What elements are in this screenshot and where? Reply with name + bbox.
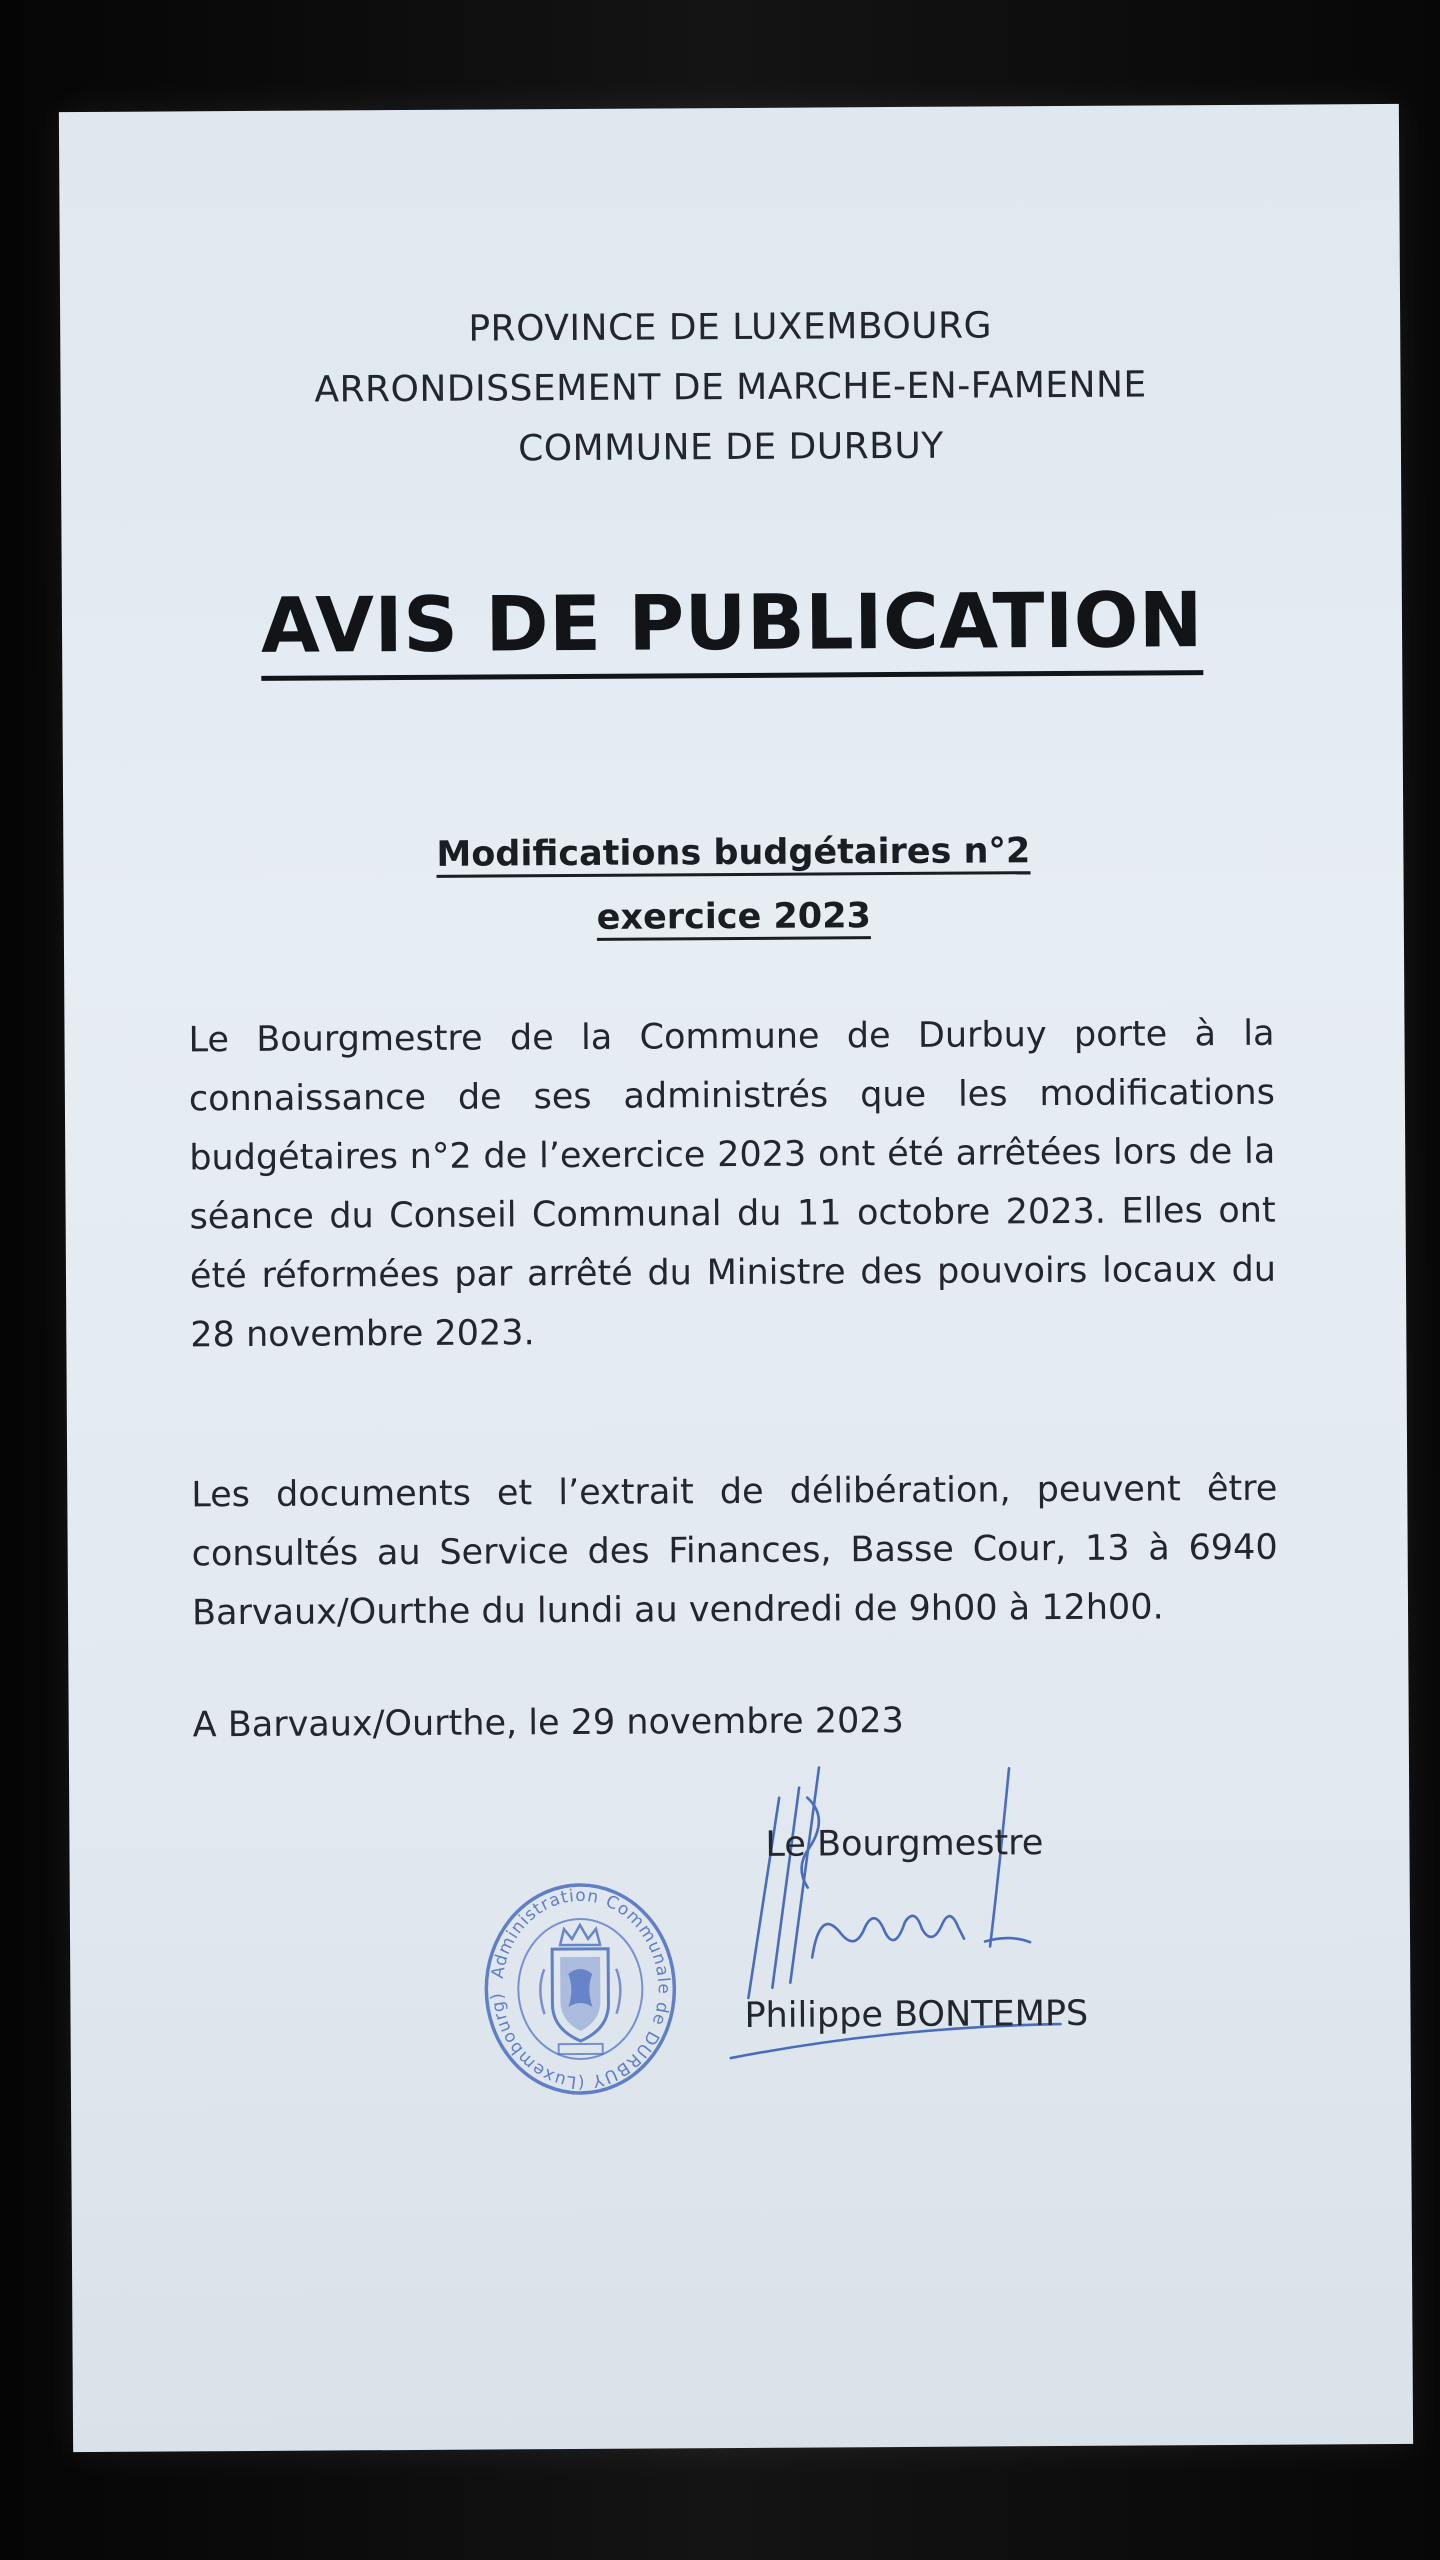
province-line: PROVINCE DE LUXEMBOURG: [468, 305, 993, 350]
body-paragraph-2: Les documents et l’extrait de délibération, peuvent être consultés au Service des Finances, Basse Cour, 13 à 6940 Barvaux/Ourthe du lundi au vendredi de 9h00 à 12h00.: [191, 1468, 1278, 1634]
notice-sheet: [59, 104, 1413, 2452]
mayor-signature: [689, 1756, 1091, 2088]
signer-name: Philippe BONTEMPS: [744, 1993, 1089, 2036]
place-and-date: A Barvaux/Ourthe, le 29 novembre 2023: [192, 1700, 904, 1746]
seal-text: Administration Communale de DURBUY (Luxembourg): [487, 1885, 674, 2092]
subtitle-line-2: exercice 2023: [597, 896, 871, 941]
authority-header: [60, 294, 1401, 482]
commune-seal-stamp: [480, 1878, 681, 2099]
notice-title-text: AVIS DE PUBLICATION: [261, 575, 1204, 681]
notice-subtitle: [63, 819, 1404, 955]
signer-title: Le Bourgmestre: [765, 1823, 1044, 1865]
body-paragraph-1: Le Bourgmestre de la Commune de Durbuy porte à la connaissance de ses administrés que les modifications budgétaires n°2 de l’exercice 2023 ont été arrêtées lors de la séance du Conseil Communal du 11 octobre 2023. Elles ont été réformées par arrêté du Ministre des pouvoirs locaux du 28 novembre 2023.: [188, 1013, 1277, 1356]
subtitle-line-1: Modifications budgétaires n°2: [436, 831, 1030, 878]
arrondissement-line: ARRONDISSEMENT DE MARCHE-EN-FAMENNE: [314, 364, 1147, 411]
commune-line: COMMUNE DE DURBUY: [518, 425, 944, 470]
notice-title: [62, 574, 1403, 671]
